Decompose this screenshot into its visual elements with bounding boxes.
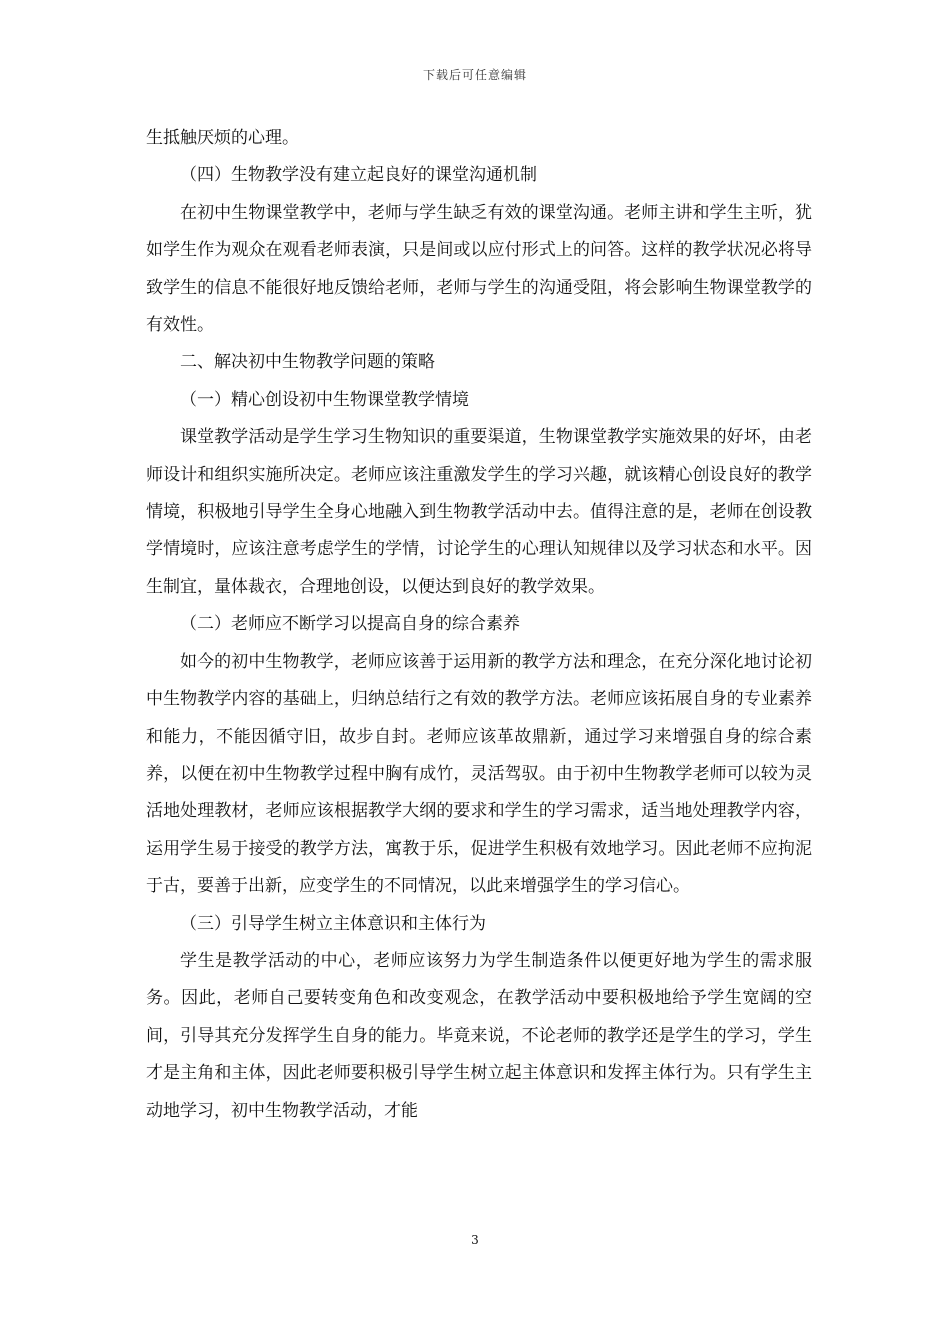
- section-heading-1: （一）精心创设初中生物课堂教学情境: [180, 389, 469, 410]
- paragraph-communication: 在初中生物课堂教学中，老师与学生缺乏有效的课堂沟通。老师主讲和学生主听，犹如学生作为观众在观看老师表演，只是间或以应付形式上的问答。这样的教学状况必将导致学生的信息不能很好地反馈给老师，老师与学生的沟通受阻，将会影响生物课堂教学的有效性。: [146, 202, 812, 336]
- section-heading-4: （四）生物教学没有建立起良好的课堂沟通机制: [180, 165, 537, 186]
- paragraph-student-subject: 学生是教学活动的中心，老师应该努力为学生制造条件以便更好地为学生的需求服务。因此，老师自己要转变角色和改变观念，在教学活动中要积极地给予学生宽阔的空间，引导其充分发挥学生自身的能力。毕竟来说，不论老师的教学还是学生的学习，学生才是主角和主体，因此老师要积极引导学生树立起主体意识和发挥主体行为。只有学生主动地学习，初中生物教学活动，才能: [146, 950, 812, 1121]
- section-heading-2: （二）老师应不断学习以提高自身的综合素养: [180, 614, 520, 635]
- paragraph-continuation: 生抵触厌烦的心理。: [146, 128, 299, 148]
- paragraph-teaching-context: 课堂教学活动是学生学习生物知识的重要渠道，生物课堂教学实施效果的好坏，由老师设计和组织实施所决定。老师应该注重激发学生的学习兴趣，就该精心创设良好的教学情境，积极地引导学生全身心地融入到生物教学活动中去。值得注意的是，老师在创设教学情境时，应该注意考虑学生的学情，讨论学生的心理认知规律以及学习状态和水平。因生制宜，量体裁衣，合理地创设，以便达到良好的教学效果。: [146, 427, 812, 597]
- document-body: [146, 120, 812, 1130]
- page-number: 3: [471, 1233, 479, 1247]
- paragraph-teacher-learning: 如今的初中生物教学，老师应该善于运用新的教学方法和理念，在充分深化地讨论初中生物教学内容的基础上，归纳总结行之有效的教学方法。老师应该拓展自身的专业素养和能力，不能因循守旧，故步自封。老师应该革故鼎新，通过学习来增强自身的综合素养，以便在初中生物教学过程中胸有成竹，灵活驾驭。由于初中生物教学老师可以较为灵活地处理教材，老师应该根据教学大纲的要求和学生的学习需求，适当地处理教学内容，运用学生易于接受的教学方法，寓教于乐，促进学生积极有效地学习。因此老师不应拘泥于古，要善于出新，应变学生的不同情况，以此来增强学生的学习信心。: [146, 651, 812, 897]
- page-header: 下载后可任意编辑: [422, 68, 527, 82]
- section-heading-3: （三）引导学生树立主体意识和主体行为: [180, 913, 486, 934]
- chapter-heading-2: 二、解决初中生物教学问题的策略: [180, 352, 435, 373]
